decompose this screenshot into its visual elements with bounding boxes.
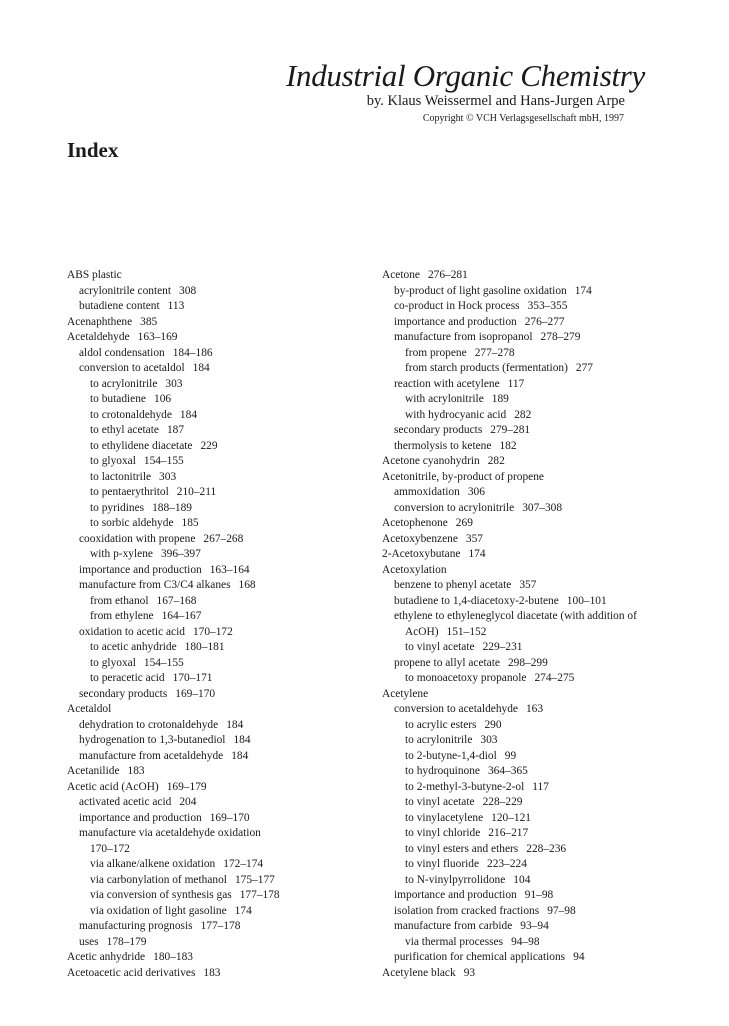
entry-pages: 364–365	[487, 765, 528, 777]
index-entry	[382, 656, 682, 672]
entry-pages: 303	[165, 377, 183, 390]
index-entry	[67, 330, 367, 346]
entry-term: conversion to acetaldol	[79, 362, 185, 374]
entry-pages: 308	[179, 284, 197, 297]
entry-term: ammoxidation	[394, 486, 460, 498]
entry-pages: 113	[167, 300, 185, 312]
entry-pages: 184	[233, 734, 251, 746]
index-entry	[67, 826, 367, 842]
index-entry	[382, 966, 682, 982]
index-entry	[67, 315, 367, 331]
entry-pages: 154–155	[143, 455, 184, 467]
copyright-line: Copyright © VCH Verlagsgesellschaft mbH, 1997	[422, 113, 624, 124]
entry-pages: 267–268	[203, 532, 244, 545]
entry-pages: 303	[480, 734, 498, 746]
entry-term: to ethylidene diacetate	[90, 439, 193, 452]
index-entry	[382, 811, 682, 827]
entry-term: from starch products (fermentation)	[405, 362, 568, 374]
index-entry	[382, 547, 682, 563]
entry-term: AcOH)	[405, 625, 439, 638]
entry-pages: 91–98	[524, 889, 554, 901]
index-entry	[382, 532, 682, 548]
index-entry	[382, 826, 682, 842]
index-entry	[67, 656, 367, 672]
entry-pages: 163–164	[209, 563, 250, 576]
entry-term: to vinyl chloride	[405, 827, 481, 839]
entry-pages: 290	[484, 718, 502, 731]
entry-term: to acetic anhydride	[90, 641, 177, 653]
entry-term: Acetonitrile, by-product of propene	[382, 470, 544, 483]
index-entry	[67, 702, 367, 718]
index-entry	[382, 857, 682, 873]
index-entry	[67, 578, 367, 594]
entry-pages: 184–186	[172, 346, 213, 359]
entry-term: butadiene content	[79, 300, 160, 312]
entry-pages: 216–217	[488, 827, 529, 839]
index-entry	[67, 501, 367, 517]
entry-pages: 93–94	[520, 920, 549, 932]
entry-pages: 177–178	[200, 920, 241, 932]
entry-pages: 223–224	[487, 858, 527, 870]
entry-term: importance and production	[394, 315, 517, 328]
index-entry	[67, 485, 367, 501]
entry-term: Acetanilide	[67, 765, 120, 777]
entry-term: Acetaldehyde	[67, 331, 130, 343]
index-entry	[67, 842, 367, 858]
index-entry	[382, 454, 682, 470]
index-entry	[382, 315, 682, 331]
index-entry	[382, 950, 682, 966]
index-entry	[382, 888, 682, 904]
entry-term: importance and production	[79, 563, 202, 576]
entry-term: to monoacetoxy propanole	[405, 672, 527, 684]
entry-term: secondary products	[79, 687, 168, 700]
entry-term: to pentaerythritol	[90, 486, 169, 498]
index-entry	[382, 702, 682, 718]
entry-term: via alkane/alkene oxidation	[90, 858, 216, 870]
index-entry	[382, 346, 682, 362]
index-entry	[67, 361, 367, 377]
entry-pages: 357	[519, 579, 537, 591]
entry-term: manufacture from carbide	[394, 920, 513, 932]
index-entry	[67, 609, 367, 625]
entry-term: to vinyl acetate	[405, 641, 475, 653]
entry-pages: 163	[525, 703, 544, 715]
entry-pages: 229	[200, 439, 218, 452]
index-entry	[67, 795, 367, 811]
entry-term: to crotonaldehyde	[90, 408, 172, 421]
index-entry	[382, 423, 682, 439]
index-entry	[67, 563, 367, 579]
index-entry	[382, 718, 682, 734]
entry-term: to ethyl acetate	[90, 424, 159, 436]
entry-term: Acetone	[382, 269, 420, 281]
index-entry	[382, 268, 682, 284]
entry-term: conversion to acrylonitrile	[394, 501, 515, 514]
index-entry	[382, 795, 682, 811]
entry-pages: 167–168	[156, 594, 197, 607]
entry-term: via thermal processes	[405, 935, 504, 948]
entry-pages: 385	[140, 315, 158, 328]
entry-pages: 184	[226, 718, 244, 731]
entry-pages: 269	[455, 517, 473, 529]
authors-line: by. Klaus Weissermel and Hans-Jurgen Arpe	[366, 93, 625, 109]
entry-pages: 276–277	[524, 315, 565, 328]
entry-term: manufacture from C3/C4 alkanes	[79, 579, 231, 591]
index-entry	[67, 299, 367, 315]
entry-term: secondary products	[394, 424, 483, 436]
entry-term: to vinyl fluoride	[405, 858, 480, 870]
entry-pages: 174	[574, 284, 592, 297]
index-column-right	[382, 268, 682, 981]
entry-term: acrylonitrile content	[79, 284, 172, 297]
entry-term: with p-xylene	[90, 548, 153, 560]
entry-term: propene to allyl acetate	[394, 656, 500, 669]
entry-pages: 151–152	[446, 625, 487, 638]
entry-pages: 169–179	[166, 780, 207, 793]
index-entry	[67, 857, 367, 873]
index-entry	[382, 408, 682, 424]
index-entry	[67, 640, 367, 656]
entry-term: manufacture from isopropanol	[394, 331, 533, 343]
entry-term: with acrylonitrile	[405, 393, 484, 405]
index-entry	[382, 299, 682, 315]
index-entry	[382, 873, 682, 889]
entry-term: Acetaldol	[67, 703, 112, 715]
index-entry	[382, 485, 682, 501]
index-entry	[382, 501, 682, 517]
index-entry	[382, 361, 682, 377]
index-entry	[67, 764, 367, 780]
entry-pages: 180–183	[153, 951, 193, 963]
index-entry	[67, 392, 367, 408]
entry-pages: 184	[231, 749, 249, 762]
index-entry	[382, 687, 682, 703]
entry-term: to acrylonitrile	[90, 377, 158, 390]
index-entry	[67, 423, 367, 439]
index-entry	[67, 346, 367, 362]
entry-term: Acetylene black	[382, 966, 456, 979]
index-entry	[67, 811, 367, 827]
entry-term: to acrylonitrile	[405, 734, 473, 746]
entry-pages: 188–189	[152, 501, 192, 514]
entry-pages: 229–231	[482, 641, 523, 653]
index-entry	[382, 749, 682, 765]
entry-pages: 169–170	[175, 687, 216, 700]
entry-pages: 106	[154, 393, 172, 405]
index-entry	[67, 966, 367, 982]
entry-pages: 94–98	[511, 935, 540, 948]
entry-term: to N-vinylpyrrolidone	[405, 873, 506, 886]
entry-term: with hydrocyanic acid	[405, 408, 507, 421]
entry-pages: 177–178	[239, 889, 280, 901]
entry-term: manufacturing prognosis	[79, 920, 193, 932]
entry-term: 170–172	[90, 842, 130, 855]
entry-term: to butadiene	[90, 393, 146, 405]
index-entry	[382, 904, 682, 920]
entry-pages: 99	[504, 749, 517, 762]
entry-pages: 396–397	[160, 548, 201, 560]
entry-term: oxidation to acetic acid	[79, 625, 185, 638]
entry-term: from propene	[405, 346, 467, 359]
entry-term: to vinyl esters and ethers	[405, 842, 519, 855]
entry-pages: 170–171	[172, 672, 213, 684]
entry-term: aldol condensation	[79, 346, 165, 359]
entry-pages: 168	[238, 579, 256, 591]
index-entry	[67, 950, 367, 966]
entry-term: Acetic acid (AcOH)	[67, 780, 159, 793]
index-entry	[67, 594, 367, 610]
entry-pages: 183	[127, 765, 145, 777]
entry-pages: 174	[468, 548, 486, 560]
entry-pages: 274–275	[534, 672, 575, 684]
index-entry	[67, 671, 367, 687]
entry-pages: 276–281	[427, 269, 468, 281]
index-entry	[67, 780, 367, 796]
entry-term: Acetophenone	[382, 517, 448, 529]
entry-term: to acrylic esters	[405, 718, 477, 731]
index-entry	[67, 532, 367, 548]
entry-pages: 117	[532, 780, 549, 793]
entry-term: to vinylacetylene	[405, 811, 484, 824]
entry-term: importance and production	[394, 889, 517, 901]
entry-term: Acetoxybenzene	[382, 532, 458, 545]
entry-pages: 94	[573, 951, 585, 963]
entry-pages: 164–167	[161, 610, 202, 622]
entry-term: benzene to phenyl acetate	[394, 579, 512, 591]
entry-pages: 154–155	[143, 656, 184, 669]
entry-term: co-product in Hock process	[394, 300, 520, 312]
entry-term: cooxidation with propene	[79, 532, 196, 545]
entry-pages: 353–355	[527, 300, 568, 312]
entry-pages: 170–172	[192, 625, 233, 638]
index-entry	[67, 749, 367, 765]
entry-term: ethylene to ethyleneglycol diacetate (with addition of	[394, 610, 637, 622]
entry-pages: 189	[491, 393, 509, 405]
index-entry	[67, 516, 367, 532]
index-entry	[67, 408, 367, 424]
entry-pages: 93	[463, 966, 476, 979]
entry-term: to glyoxal	[90, 656, 136, 669]
entry-term: Acetoacetic acid derivatives	[67, 966, 196, 979]
index-entry	[67, 919, 367, 935]
entry-term: to 2-butyne-1,4-diol	[405, 749, 497, 762]
index-entry	[67, 718, 367, 734]
index-entry	[382, 470, 682, 486]
entry-term: to glyoxal	[90, 455, 136, 467]
entry-term: by-product of light gasoline oxidation	[394, 284, 567, 297]
entry-pages: 303	[159, 470, 177, 483]
entry-pages: 117	[507, 377, 525, 390]
index-entry	[382, 516, 682, 532]
entry-pages: 228–229	[482, 796, 523, 808]
index-entry	[67, 935, 367, 951]
entry-pages: 282	[514, 408, 532, 421]
index-column-left	[67, 268, 367, 981]
index-entry	[382, 578, 682, 594]
index-entry	[67, 733, 367, 749]
book-title: Industrial Organic Chemistry	[286, 58, 645, 93]
entry-pages: 180–181	[184, 641, 225, 653]
index-entry	[382, 733, 682, 749]
entry-pages: 175–177	[234, 873, 275, 886]
entry-pages: 163–169	[137, 331, 178, 343]
entry-pages: 185	[181, 517, 199, 529]
index-entry	[67, 547, 367, 563]
index-entry	[382, 594, 682, 610]
index-entry	[382, 640, 682, 656]
entry-pages: 277	[575, 362, 593, 374]
index-entry	[382, 919, 682, 935]
entry-term: to pyridines	[90, 501, 145, 514]
index-entry	[382, 284, 682, 300]
entry-pages: 97–98	[547, 904, 576, 917]
index-entry	[67, 888, 367, 904]
entry-pages: 210–211	[176, 486, 217, 498]
index-entry	[67, 377, 367, 393]
entry-term: Acetic anhydride	[67, 951, 146, 963]
index-entry	[67, 439, 367, 455]
index-entry	[67, 904, 367, 920]
entry-term: to vinyl acetate	[405, 796, 475, 808]
index-entry	[67, 687, 367, 703]
index-entry	[67, 873, 367, 889]
entry-pages: 184	[179, 408, 198, 421]
entry-term: to peracetic acid	[90, 672, 165, 684]
entry-term: via carbonylation of methanol	[90, 873, 227, 886]
index-entry	[382, 935, 682, 951]
entry-term: to lactonitrile	[90, 470, 152, 483]
entry-term: dehydration to crotonaldehyde	[79, 718, 219, 731]
entry-pages: 104	[513, 873, 531, 886]
entry-term: hydrogenation to 1,3-butanediol	[79, 734, 226, 746]
entry-pages: 277–278	[474, 346, 515, 359]
index-entry	[67, 625, 367, 641]
entry-pages: 228–236	[526, 842, 567, 855]
entry-term: from ethanol	[90, 594, 149, 607]
entry-term: to 2-methyl-3-butyne-2-ol	[405, 780, 525, 793]
index-entry	[67, 470, 367, 486]
entry-term: Acetone cyanohydrin	[382, 455, 480, 467]
index-entry	[382, 625, 682, 641]
index-entry	[382, 842, 682, 858]
entry-term: thermolysis to ketene	[394, 439, 492, 452]
entry-term: purification for chemical applications	[394, 951, 566, 963]
entry-term: Acetylene	[382, 687, 429, 700]
entry-pages: 183	[203, 966, 221, 979]
index-entry	[382, 330, 682, 346]
entry-pages: 174	[234, 904, 252, 917]
entry-pages: 278–279	[540, 331, 581, 343]
entry-term: uses	[79, 935, 99, 948]
entry-term: via oxidation of light gasoline	[90, 904, 227, 917]
entry-term: via conversion of synthesis gas	[90, 889, 232, 901]
index-entry	[382, 377, 682, 393]
index-entry	[382, 671, 682, 687]
entry-term: from ethylene	[90, 610, 154, 622]
entry-pages: 282	[487, 455, 505, 467]
entry-pages: 172–174	[223, 858, 264, 870]
entry-term: Acenaphthene	[67, 315, 133, 328]
entry-pages: 169–170	[209, 811, 250, 824]
entry-pages: 298–299	[507, 656, 548, 669]
entry-pages: 187	[166, 424, 185, 436]
entry-term: isolation from cracked fractions	[394, 904, 540, 917]
entry-term: butadiene to 1,4-diacetoxy-2-butene	[394, 594, 559, 607]
entry-pages: 100–101	[566, 594, 607, 607]
entry-term: conversion to acetaldehyde	[394, 703, 518, 715]
index-entry	[382, 392, 682, 408]
index-entry	[382, 439, 682, 455]
entry-pages: 178–179	[106, 935, 147, 948]
entry-term: to hydroquinone	[405, 765, 480, 777]
entry-pages: 120–121	[491, 811, 531, 824]
entry-term: activated acetic acid	[79, 796, 172, 808]
index-heading: Index	[67, 138, 119, 162]
index-entry	[67, 454, 367, 470]
entry-term: ABS plastic	[67, 269, 122, 281]
entry-pages: 182	[499, 439, 517, 452]
entry-pages: 184	[192, 362, 210, 374]
entry-pages: 279–281	[490, 424, 531, 436]
entry-pages: 306	[467, 486, 485, 498]
entry-term: reaction with acetylene	[394, 377, 500, 390]
index-entry	[382, 609, 682, 625]
index-entry	[382, 563, 682, 579]
entry-term: to sorbic aldehyde	[90, 517, 174, 529]
index-entry	[67, 268, 367, 284]
index-entry	[67, 284, 367, 300]
entry-pages: 204	[179, 796, 197, 808]
entry-pages: 307–308	[522, 501, 563, 514]
index-entry	[382, 764, 682, 780]
entry-term: importance and production	[79, 811, 202, 824]
index-entry	[382, 780, 682, 796]
entry-term: manufacture via acetaldehyde oxidation	[79, 827, 261, 839]
entry-term: Acetoxylation	[382, 563, 447, 576]
entry-pages: 357	[465, 532, 483, 545]
entry-term: manufacture from acetaldehyde	[79, 749, 224, 762]
entry-term: 2-Acetoxybutane	[382, 548, 461, 560]
